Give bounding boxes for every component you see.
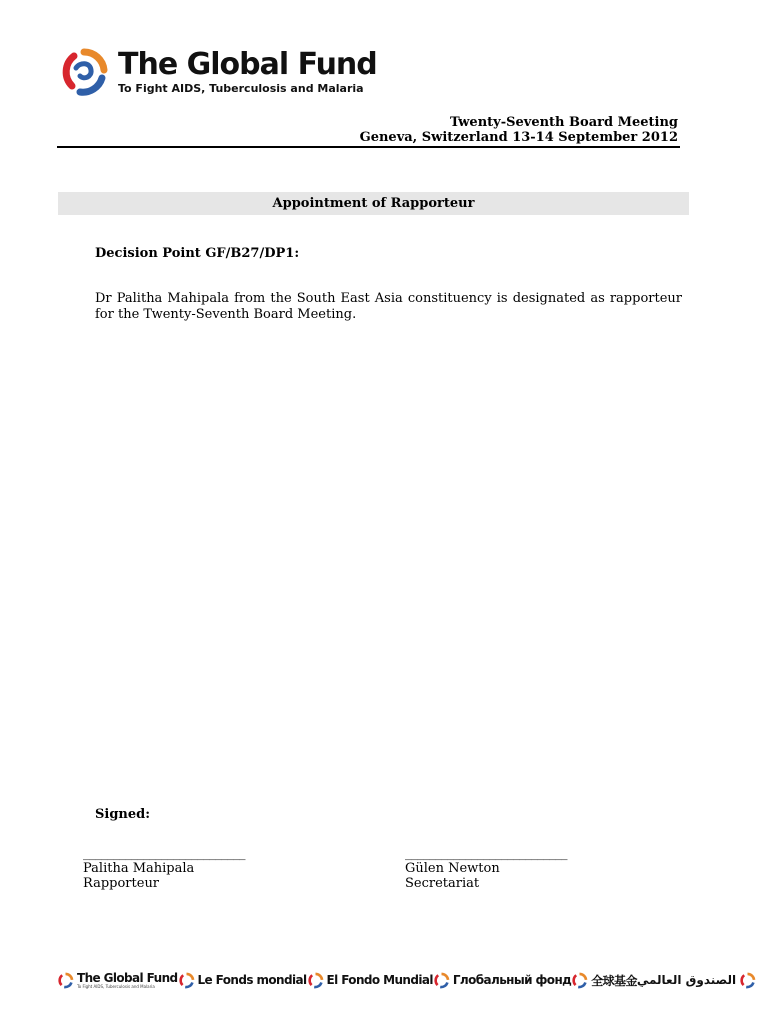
- decision-body: Dr Palitha Mahipala from the South East Asia constituency is designated as rapporteur for the Twenty-Seventh Board Meeting.: [95, 291, 682, 322]
- signed-label: Signed:: [95, 807, 151, 822]
- meeting-info: [360, 115, 678, 145]
- decision-point: Decision Point GF/B27/DP1:: [95, 246, 300, 261]
- footer-logo-ar: [637, 972, 756, 989]
- signature-block-rapporteur: [83, 846, 245, 891]
- footer-logo-name: The Global Fund: [77, 970, 178, 985]
- footer-logo-ru: [433, 972, 571, 989]
- signatory-name: Gülen Newton: [405, 861, 500, 876]
- footer-logo-name: 全球基金: [591, 973, 637, 988]
- footer-logo-name: الصندوق العالمي: [636, 973, 737, 987]
- signature-line: ___________________________: [83, 846, 245, 861]
- global-fund-logo-icon: [58, 46, 110, 98]
- footer-logo-zh: [571, 972, 637, 989]
- signatory-role: Rapporteur: [83, 876, 160, 891]
- footer-logos: [57, 969, 737, 991]
- global-fund-logo: [58, 46, 377, 98]
- global-fund-logo-icon: [57, 972, 74, 989]
- footer-logo-subtitle: To Fight AIDS, Tuberculosis and Malaria: [77, 983, 155, 989]
- header-divider: [57, 146, 680, 148]
- meeting-title: Twenty-Seventh Board Meeting: [450, 115, 678, 130]
- global-fund-logo-icon: [433, 972, 450, 989]
- signatory-name: Palitha Mahipala: [83, 861, 195, 876]
- logo-title: The Global Fund: [118, 46, 377, 82]
- global-fund-logo-icon: [178, 972, 195, 989]
- footer-logo-name: Глобальный фонд: [452, 973, 572, 987]
- global-fund-logo-icon: [739, 972, 756, 989]
- footer-logo-name: Le Fonds mondial: [197, 973, 307, 987]
- title-band: [58, 192, 689, 215]
- signature-block-secretariat: [405, 846, 567, 891]
- footer-logo-name: El Fondo Mundial: [326, 973, 433, 987]
- global-fund-logo-icon: [571, 972, 588, 989]
- footer-logo-es: [307, 972, 433, 989]
- logo-subtitle: To Fight AIDS, Tuberculosis and Malaria: [118, 81, 364, 95]
- global-fund-logo-icon: [307, 972, 324, 989]
- footer-logo-en: [57, 972, 178, 989]
- signatory-role: Secretariat: [405, 876, 480, 891]
- signature-line: ___________________________: [405, 846, 567, 861]
- footer-logo-fr: [178, 972, 307, 989]
- document-title: Appointment of Rapporteur: [272, 196, 475, 211]
- meeting-location-date: Geneva, Switzerland 13-14 September 2012: [359, 130, 678, 145]
